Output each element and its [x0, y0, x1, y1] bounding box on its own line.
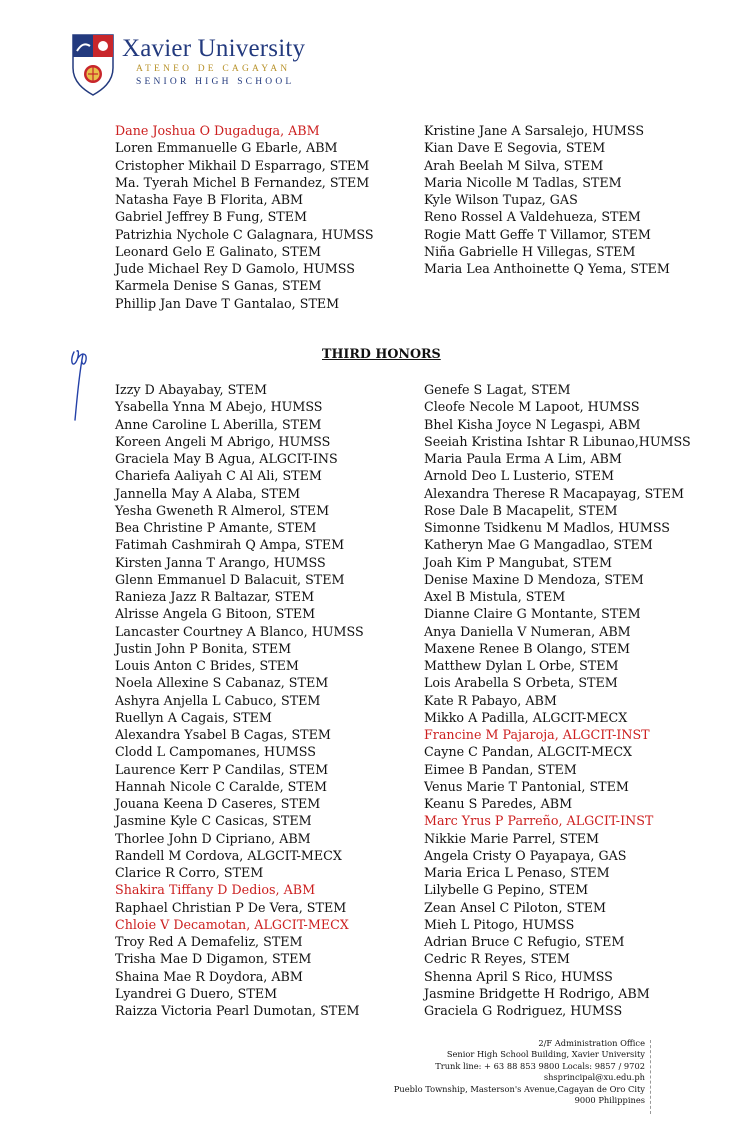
honoree-list-item: Katheryn Mae G Mangadlao, STEM: [424, 537, 653, 553]
honoree-list-item: Arnold Deo L Lusterio, STEM: [424, 468, 615, 484]
honoree-list-item: Louis Anton C Brides, STEM: [115, 658, 299, 673]
honoree-list-item: Zean Ansel C Piloton, STEM: [424, 899, 606, 915]
honoree-list-item: Arah Beelah M Silva, STEM: [424, 157, 604, 173]
footer-line: Trunk line: + 63 88 853 9800 Locals: 9857 / 9702: [435, 1060, 645, 1071]
honoree-list-item: Venus Marie T Pantonial, STEM: [424, 778, 629, 794]
honoree-list-item: Jannella May A Alaba, STEM: [115, 485, 301, 501]
honoree-list-item: Trisha Mae D Digamon, STEM: [115, 951, 312, 967]
honoree-list-item: Alexandra Therese R Macapayag, STEM: [424, 485, 684, 501]
footer-line: Senior High School Building, Xavier University: [446, 1049, 645, 1060]
honoree-list-item: Graciela G Rodriguez, HUMSS: [424, 1003, 623, 1018]
honoree-list-item: Kyle Wilson Tupaz, GAS: [424, 192, 578, 207]
honoree-list-item: Jude Michael Rey D Gamolo, HUMSS: [115, 261, 355, 276]
honoree-list-item: Simonne Tsidkenu M Madlos, HUMSS: [424, 520, 670, 535]
honoree-list-item: Karmela Denise S Ganas, STEM: [115, 278, 322, 294]
honoree-list-item: Joah Kim P Mangubat, STEM: [424, 554, 612, 570]
honoree-list-item: Chariefa Aaliyah C Al Ali, STEM: [115, 468, 322, 484]
honoree-list-item: Randell M Cordova, ALGCIT-MECX: [115, 847, 342, 863]
honoree-list-item: Kate R Pabayo, ABM: [424, 692, 557, 708]
honoree-list-item: Lancaster Courtney A Blanco, HUMSS: [115, 623, 364, 639]
honoree-list-item: Maxene Renee B Olango, STEM: [424, 640, 630, 656]
honoree-list-item: Marc Yrus P Parreño, ALGCIT-INST: [424, 813, 654, 829]
honoree-list-item: Dane Joshua O Dugaduga, ABM: [115, 123, 320, 138]
honoree-list-item: Denise Maxine D Mendoza, STEM: [424, 571, 644, 587]
honoree-list-item: Maria Paula Erma A Lim, ABM: [424, 451, 622, 466]
honoree-list-item: Kian Dave E Segovia, STEM: [424, 140, 606, 156]
honoree-list-item: Jouana Keena D Caseres, STEM: [115, 796, 321, 811]
honoree-list-item: Eimee B Pandan, STEM: [424, 761, 577, 777]
footer-line: Pueblo Township, Masterson's Avenue,Cagayan de Oro City: [393, 1083, 645, 1094]
honoree-list-item: Lyandrei G Duero, STEM: [115, 985, 278, 1001]
honoree-list-item: Maria Nicolle M Tadlas, STEM: [424, 174, 622, 190]
honoree-list-item: Noela Allexine S Cabanaz, STEM: [115, 675, 329, 691]
university-subtitle: ATENEO DE CAGAYAN: [136, 64, 291, 74]
honoree-list-item: Leonard Gelo E Galinato, STEM: [115, 243, 321, 259]
honoree-list-item: Patrizhia Nychole C Galagnara, HUMSS: [115, 226, 374, 242]
third-honors-list-right: [424, 381, 691, 1019]
honoree-list-item: Francine M Pajaroja, ALGCIT-INST: [424, 727, 650, 742]
honoree-list-item: Laurence Kerr P Candilas, STEM: [115, 761, 329, 777]
honoree-list-item: Jasmine Bridgette H Rodrigo, ABM: [424, 985, 650, 1001]
honoree-list-item: Cristopher Mikhail D Esparrago, STEM: [115, 157, 370, 173]
honoree-list-item: Axel B Mistula, STEM: [424, 589, 566, 604]
honoree-list-item: Phillip Jan Dave T Gantalao, STEM: [115, 295, 340, 311]
honoree-list-item: Thorlee John D Cipriano, ABM: [115, 830, 311, 846]
honoree-list-item: Kristine Jane A Sarsalejo, HUMSS: [424, 123, 645, 138]
honoree-list-item: Troy Red A Demafeliz, STEM: [115, 934, 303, 949]
honoree-list-item: Ysabella Ynna M Abejo, HUMSS: [115, 399, 323, 415]
honoree-list-item: Nikkie Marie Parrel, STEM: [424, 830, 600, 846]
honors-list-top-right: [424, 122, 670, 277]
honoree-list-item: Lilybelle G Pepino, STEM: [424, 882, 589, 898]
honoree-list-item: Reno Rossel A Valdehueza, STEM: [424, 209, 641, 225]
honoree-list-item: Izzy D Abayabay, STEM: [115, 382, 268, 397]
honoree-list-item: Ruellyn A Cagais, STEM: [115, 709, 272, 725]
honoree-list-item: Ranieza Jazz R Baltazar, STEM: [115, 589, 315, 604]
honoree-list-item: Glenn Emmanuel D Balacuit, STEM: [115, 571, 345, 587]
honoree-list-item: Alexandra Ysabel B Cagas, STEM: [115, 727, 331, 742]
university-crest-logo: [72, 34, 114, 96]
honoree-list-item: Koreen Angeli M Abrigo, HUMSS: [115, 433, 331, 449]
honoree-list-item: Kirsten Janna T Arango, HUMSS: [115, 554, 326, 570]
honoree-list-item: Raphael Christian P De Vera, STEM: [115, 899, 347, 915]
honoree-list-item: Bea Christine P Amante, STEM: [115, 520, 317, 535]
honoree-list-item: Raizza Victoria Pearl Dumotan, STEM: [115, 1003, 360, 1018]
honoree-list-item: Bhel Kisha Joyce N Legaspi, ABM: [424, 416, 641, 432]
honoree-list-item: Loren Emmanuelle G Ebarle, ABM: [115, 140, 338, 156]
honoree-list-item: Shaina Mae R Doydora, ABM: [115, 968, 303, 984]
third-honors-list-left: [115, 381, 364, 1019]
handwritten-initial: [66, 344, 100, 424]
honoree-list-item: Niña Gabrielle H Villegas, STEM: [424, 243, 636, 259]
school-name: SENIOR HIGH SCHOOL: [136, 77, 295, 87]
honoree-list-item: Justin John P Bonita, STEM: [115, 640, 292, 656]
honoree-list-item: Ashyra Anjella L Cabuco, STEM: [115, 692, 321, 708]
honoree-list-item: Mieh L Pitogo, HUMSS: [424, 916, 575, 932]
honoree-list-item: Cleofe Necole M Lapoot, HUMSS: [424, 399, 640, 415]
honoree-list-item: Seeiah Kristina Ishtar R Libunao,HUMSS: [424, 433, 691, 449]
honoree-list-item: Angela Cristy O Payapaya, GAS: [424, 847, 627, 863]
honoree-list-item: Rogie Matt Geffe T Villamor, STEM: [424, 226, 651, 242]
honoree-list-item: Fatimah Cashmirah Q Ampa, STEM: [115, 537, 345, 553]
honoree-list-item: Mikko A Padilla, ALGCIT-MECX: [424, 709, 628, 725]
honoree-list-item: Cedric R Reyes, STEM: [424, 951, 570, 967]
honoree-list-item: Alrisse Angela G Bitoon, STEM: [115, 606, 316, 622]
footer-line: 2/F Administration Office: [538, 1038, 645, 1048]
honoree-list-item: Shakira Tiffany D Dedios, ABM: [115, 882, 316, 898]
footer-address: [394, 1038, 645, 1106]
footer-divider: [650, 1040, 651, 1114]
honoree-list-item: Adrian Bruce C Refugio, STEM: [424, 934, 625, 949]
honoree-list-item: Matthew Dylan L Orbe, STEM: [424, 658, 619, 673]
footer-line: 9000 Philippines: [574, 1095, 645, 1106]
honoree-list-item: Natasha Faye B Florita, ABM: [115, 192, 304, 207]
honoree-list-item: Chloie V Decamotan, ALGCIT-MECX: [115, 916, 349, 932]
honoree-list-item: Hannah Nicole C Caralde, STEM: [115, 778, 328, 794]
honoree-list-item: Lois Arabella S Orbeta, STEM: [424, 675, 618, 691]
honoree-list-item: Clarice R Corro, STEM: [115, 865, 264, 880]
footer-line: shsprincipal@xu.edu.ph: [543, 1072, 645, 1083]
honors-list-top-left: [115, 122, 374, 312]
honoree-list-item: Cayne C Pandan, ALGCIT-MECX: [424, 744, 633, 760]
section-heading-third-honors: THIRD HONORS: [322, 346, 441, 361]
honoree-list-item: Rose Dale B Macapelit, STEM: [424, 502, 618, 518]
university-name: Xavier University: [122, 35, 306, 62]
honoree-list-item: Shenna April S Rico, HUMSS: [424, 968, 613, 984]
honoree-list-item: Jasmine Kyle C Casicas, STEM: [115, 813, 312, 829]
honoree-list-item: Maria Erica L Penaso, STEM: [424, 865, 610, 880]
honoree-list-item: Dianne Claire G Montante, STEM: [424, 606, 641, 622]
honoree-list-item: Ma. Tyerah Michel B Fernandez, STEM: [115, 174, 370, 190]
honoree-list-item: Clodd L Campomanes, HUMSS: [115, 744, 316, 760]
honoree-list-item: Anne Caroline L Aberilla, STEM: [115, 416, 322, 432]
honoree-list-item: Gabriel Jeffrey B Fung, STEM: [115, 209, 308, 225]
honoree-list-item: Yesha Gweneth R Almerol, STEM: [115, 502, 330, 518]
honoree-list-item: Keanu S Paredes, ABM: [424, 796, 573, 811]
honoree-list-item: Graciela May B Agua, ALGCIT-INS: [115, 451, 338, 466]
honoree-list-item: Genefe S Lagat, STEM: [424, 382, 571, 397]
honoree-list-item: Anya Daniella V Numeran, ABM: [424, 623, 631, 639]
honoree-list-item: Maria Lea Anthoinette Q Yema, STEM: [424, 261, 670, 276]
